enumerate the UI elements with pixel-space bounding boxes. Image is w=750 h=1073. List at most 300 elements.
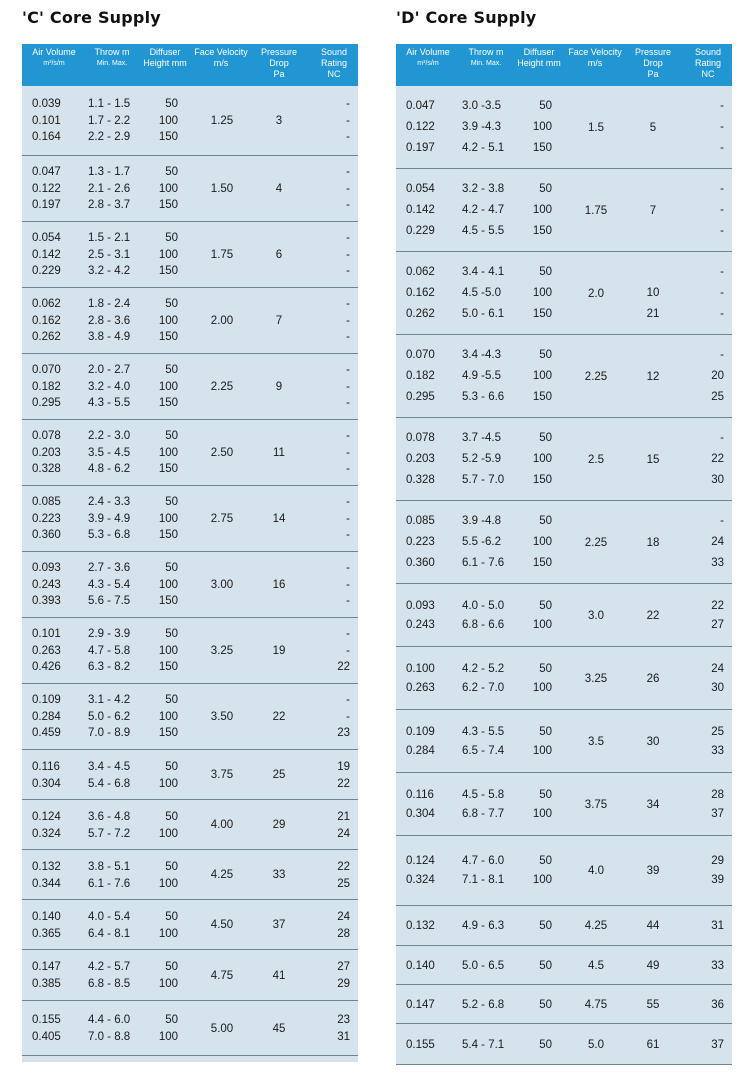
- sound-rating-cell-value: -: [720, 183, 724, 195]
- throw-cell-value: 4.3 - 5.5: [462, 726, 505, 738]
- table-row: [22, 552, 358, 618]
- pressure-drop-cell: 7: [649, 205, 657, 217]
- table-row: [396, 169, 732, 252]
- diffuser-height-cell: [140, 959, 178, 992]
- air-volume-cell-value: 0.162: [32, 314, 61, 327]
- sound-rating-cell-value: 22: [711, 600, 724, 612]
- sound-rating-cell: [686, 997, 724, 1013]
- air-volume-cell-value: 0.085: [406, 515, 435, 527]
- table-row: [396, 584, 732, 647]
- pressure-drop-cell: 18: [646, 537, 660, 549]
- diffuser-height-cell: [514, 96, 552, 159]
- air-volume-cell-value: 0.100: [406, 663, 435, 675]
- sound-rating-cell: [312, 428, 350, 478]
- throw-cell-value: 2.5 - 3.1: [88, 248, 131, 261]
- sound-rating-cell-value: 33: [711, 960, 724, 972]
- air-volume-cell-value: 0.263: [32, 644, 61, 657]
- air-volume-cell: [406, 597, 435, 635]
- diffuser-height-cell-value: 150: [158, 397, 178, 409]
- air-volume-cell: [406, 786, 435, 824]
- diffuser-height-cell-value: 100: [158, 1030, 178, 1043]
- air-volume-cell-value: 0.124: [406, 855, 435, 867]
- diffuser-height-cell-value: 150: [532, 142, 552, 154]
- throw-cell: [88, 759, 130, 792]
- sound-rating-cell-value: -: [720, 142, 724, 154]
- face-velocity-cell: 1.75: [210, 249, 234, 261]
- sound-rating-cell-value: 33: [711, 745, 724, 757]
- table-body: [396, 86, 732, 1065]
- sound-rating-cell-value: 29: [337, 977, 350, 990]
- sound-rating-cell: [312, 164, 350, 214]
- sound-rating-cell-value: 39: [711, 874, 724, 886]
- throw-cell: [462, 345, 504, 408]
- throw-cell-value: 4.3 - 5.5: [88, 397, 131, 409]
- diffuser-height-cell-value: 50: [165, 496, 178, 508]
- throw-cell: [88, 1012, 130, 1045]
- table-row: [396, 906, 732, 946]
- pressure-drop-cell: 49: [646, 960, 660, 972]
- pressure-drop-cell: 39: [646, 865, 660, 877]
- air-volume-cell-value: 0.070: [32, 364, 61, 376]
- throw-cell: [88, 494, 130, 544]
- diffuser-height-cell-value: 150: [158, 661, 178, 673]
- air-volume-cell-value: 0.243: [32, 578, 61, 591]
- air-volume-cell: [406, 345, 435, 408]
- air-volume-cell: [406, 428, 435, 491]
- throw-cell-value: 2.8 - 3.7: [88, 199, 131, 211]
- diffuser-height-cell: [140, 1012, 178, 1045]
- throw-cell-value: 3.9 - 4.9: [88, 512, 131, 525]
- diffuser-height-cell: [514, 852, 552, 890]
- diffuser-height-cell-value: 150: [158, 529, 178, 541]
- throw-cell-value: 3.4 -4.3: [462, 349, 501, 361]
- diffuser-height-cell-value: 150: [532, 391, 552, 403]
- throw-cell-value: 1.5 - 2.1: [88, 232, 131, 244]
- sound-rating-cell: [686, 511, 724, 574]
- sound-rating-cell-value: -: [346, 98, 350, 110]
- sound-rating-cell-value: -: [346, 314, 350, 327]
- diffuser-height-cell-value: 150: [158, 727, 178, 739]
- throw-cell-value: 5.4 - 7.1: [462, 1039, 505, 1051]
- sound-rating-cell: [312, 1012, 350, 1045]
- diffuser-height-cell-value: 50: [165, 628, 178, 640]
- throw-cell-value: 7.0 - 8.9: [88, 727, 131, 739]
- air-volume-cell: [406, 997, 435, 1013]
- sound-rating-header: Sound Rating NC: [320, 47, 348, 79]
- pressure-drop-cell: 55: [646, 999, 660, 1011]
- table-row: [22, 1001, 358, 1056]
- diffuser-height-cell: [140, 809, 178, 842]
- throw-cell: [88, 296, 130, 346]
- face-velocity-cell: 2.25: [210, 381, 234, 393]
- diffuser-height-cell-value: 100: [158, 877, 178, 890]
- air-volume-cell-value: 0.459: [32, 727, 61, 739]
- diffuser-height-cell-value: 50: [539, 432, 552, 444]
- pressure-drop-cell: 14: [272, 513, 286, 525]
- air-volume-cell-value: 0.295: [406, 391, 435, 403]
- throw-cell: [462, 997, 504, 1013]
- air-volume-cell-value: 0.304: [406, 808, 435, 820]
- diffuser-height-cell: [514, 786, 552, 824]
- diffuser-height-cell-value: 100: [158, 644, 178, 657]
- pressure-drop-cell: 5: [649, 122, 657, 134]
- throw-cell-value: 2.9 - 3.9: [88, 628, 131, 640]
- throw-cell-value: 1.8 - 2.4: [88, 298, 131, 310]
- sound-rating-cell: [312, 959, 350, 992]
- diffuser-height-cell-value: 150: [532, 225, 552, 237]
- sound-rating-cell-value: -: [346, 131, 350, 143]
- face-velocity-cell: 2.75: [210, 513, 234, 525]
- table-row: [22, 222, 358, 288]
- air-volume-cell-value: 0.385: [32, 977, 61, 990]
- sound-rating-cell-value: -: [720, 121, 724, 133]
- diffuser-height-cell: [140, 859, 178, 892]
- face-velocity-cell: 4.00: [210, 819, 234, 831]
- throw-cell-value: 3.9 -4.3: [462, 121, 501, 133]
- diffuser-height-cell-value: 100: [158, 314, 178, 327]
- throw-header: Throw m Min. Max.: [468, 47, 504, 67]
- face-velocity-cell: 3.75: [210, 769, 234, 781]
- face-velocity-cell: 2.25: [584, 371, 608, 383]
- air-volume-cell-value: 0.360: [406, 557, 435, 569]
- throw-cell-value: 4.5 - 5.5: [462, 225, 505, 237]
- air-volume-cell: [406, 660, 435, 698]
- sound-rating-cell-value: -: [720, 515, 724, 527]
- sound-rating-cell: [312, 626, 350, 676]
- air-volume-cell-value: 0.047: [406, 100, 435, 112]
- air-volume-cell-value: 0.140: [32, 911, 61, 923]
- table-header: [396, 44, 732, 86]
- sound-rating-cell-value: 29: [711, 855, 724, 867]
- pressure-drop-cell: 7: [275, 315, 283, 327]
- air-volume-cell-value: 0.203: [32, 446, 61, 459]
- face-velocity-cell: 1.50: [210, 183, 234, 195]
- sound-rating-cell: [686, 345, 724, 408]
- sound-rating-cell-value: 36: [711, 999, 724, 1011]
- sound-rating-cell: [312, 362, 350, 412]
- throw-cell-value: 3.2 - 4.2: [88, 265, 131, 277]
- sound-rating-cell-value: 23: [337, 1014, 350, 1026]
- air-volume-cell-value: 0.078: [32, 430, 61, 442]
- pressure-drop-cell-value: 10: [646, 287, 660, 299]
- throw-cell-value: 4.7 - 6.0: [462, 855, 505, 867]
- sound-rating-cell-value: -: [346, 182, 350, 195]
- diffuser-height-cell-value: 100: [158, 927, 178, 940]
- air-volume-cell: [406, 511, 435, 574]
- sound-rating-cell-value: -: [346, 430, 350, 442]
- diffuser-height-cell-value: 150: [158, 463, 178, 475]
- diffuser-height-cell-value: 100: [532, 204, 552, 216]
- face-velocity-cell: 5.00: [210, 1023, 234, 1035]
- table-row: [22, 288, 358, 354]
- pressure-drop-cell: 22: [646, 610, 660, 622]
- diffuser-height-cell-value: 50: [539, 349, 552, 361]
- diffuser-height-cell-value: 150: [532, 474, 552, 486]
- throw-cell-value: 3.6 - 4.8: [88, 811, 131, 823]
- diffuser-height-cell-value: 50: [539, 999, 552, 1011]
- table-row: [396, 335, 732, 418]
- table-row: [396, 773, 732, 836]
- diffuser-height-cell: [514, 723, 552, 761]
- throw-cell-value: 2.8 - 3.6: [88, 314, 131, 327]
- sound-rating-cell-value: -: [346, 265, 350, 277]
- sound-rating-cell-value: 23: [337, 727, 350, 739]
- throw-cell-value: 5.0 - 6.2: [88, 710, 131, 723]
- diffuser-height-cell-value: 100: [532, 370, 552, 382]
- throw-cell: [88, 959, 130, 992]
- air-volume-cell-value: 0.324: [406, 874, 435, 886]
- diffuser-header: Diffuser Height mm: [517, 47, 561, 68]
- diffuser-height-cell: [140, 560, 178, 610]
- throw-cell-value: 1.3 - 1.7: [88, 166, 131, 178]
- face-velocity-header: Face Velocity m/s: [194, 47, 248, 68]
- diffuser-height-cell-value: 50: [539, 600, 552, 612]
- face-velocity-cell: 1.5: [588, 122, 604, 134]
- diffuser-height-cell-value: 50: [539, 960, 552, 972]
- sound-rating-cell: [312, 759, 350, 792]
- pressure-drop-header: Pressure Drop Pa: [260, 47, 297, 79]
- diffuser-height-cell: [140, 96, 178, 146]
- sound-rating-cell-value: 25: [711, 391, 724, 403]
- air-volume-cell-value: 0.284: [406, 745, 435, 757]
- face-velocity-cell: 2.50: [210, 447, 234, 459]
- pressure-drop-cell: 19: [272, 645, 286, 657]
- throw-cell-value: 4.8 - 6.2: [88, 463, 131, 475]
- air-volume-cell-value: 0.229: [406, 225, 435, 237]
- sound-rating-cell: [312, 692, 350, 742]
- throw-cell-value: 3.4 - 4.1: [462, 266, 505, 278]
- air-volume-cell-value: 0.101: [32, 114, 61, 127]
- diffuser-height-cell: [140, 230, 178, 280]
- air-volume-cell: [32, 959, 61, 992]
- throw-cell-value: 5.4 - 6.8: [88, 777, 131, 790]
- pressure-drop-cell: 15: [646, 454, 660, 466]
- sound-rating-cell-value: -: [346, 397, 350, 409]
- air-volume-cell-value: 0.085: [32, 496, 61, 508]
- throw-cell-value: 7.0 - 8.8: [88, 1030, 131, 1043]
- diffuser-height-cell-value: 150: [532, 308, 552, 320]
- diffuser-height-cell-value: 50: [165, 1014, 178, 1026]
- diffuser-height-cell-value: 100: [158, 248, 178, 261]
- sound-rating-cell-value: 22: [337, 861, 350, 873]
- air-volume-cell: [406, 918, 435, 934]
- air-volume-cell: [32, 859, 61, 892]
- sound-rating-cell-value: -: [346, 628, 350, 640]
- throw-cell: [88, 909, 130, 942]
- throw-cell-value: 2.2 - 3.0: [88, 430, 131, 442]
- sound-rating-cell-value: 37: [711, 808, 724, 820]
- pressure-drop-cell: 26: [646, 673, 660, 685]
- diffuser-height-cell-value: 50: [539, 789, 552, 801]
- diffuser-height-cell-value: 100: [532, 453, 552, 465]
- diffuser-height-cell-value: 100: [158, 114, 178, 127]
- air-volume-cell: [32, 1012, 61, 1045]
- sound-rating-cell-value: -: [720, 225, 724, 237]
- throw-cell: [462, 786, 504, 824]
- air-volume-cell: [32, 494, 61, 544]
- throw-cell: [88, 428, 130, 478]
- diffuser-height-cell: [514, 345, 552, 408]
- air-volume-cell-value: 0.132: [32, 861, 61, 873]
- diffuser-height-cell: [140, 692, 178, 742]
- throw-cell-value: 5.0 - 6.1: [462, 308, 505, 320]
- table-row: [22, 420, 358, 486]
- throw-cell-value: 2.7 - 3.6: [88, 562, 131, 574]
- throw-cell: [462, 723, 504, 761]
- sound-rating-cell-value: 21: [337, 811, 350, 823]
- air-volume-cell: [32, 560, 61, 610]
- air-volume-cell-value: 0.142: [32, 248, 61, 261]
- sound-rating-cell-value: -: [346, 463, 350, 475]
- air-volume-cell-value: 0.344: [32, 877, 61, 890]
- table-row: [396, 946, 732, 985]
- diffuser-height-cell-value: 50: [539, 920, 552, 932]
- diffuser-height-cell: [514, 428, 552, 491]
- air-volume-cell-value: 0.147: [406, 999, 435, 1011]
- throw-cell-value: 4.4 - 6.0: [88, 1014, 131, 1026]
- throw-cell-value: 3.8 - 4.9: [88, 331, 131, 343]
- air-volume-cell-value: 0.116: [406, 789, 434, 801]
- pressure-drop-cell: 11: [273, 447, 285, 459]
- sound-rating-cell-value: 33: [711, 557, 724, 569]
- throw-cell: [88, 859, 130, 892]
- throw-cell-value: 6.8 - 8.5: [88, 977, 131, 990]
- diffuser-height-cell-value: 50: [539, 1039, 552, 1051]
- table-row: [22, 750, 358, 800]
- air-volume-cell-value: 0.229: [32, 265, 61, 277]
- air-volume-cell-value: 0.132: [406, 920, 435, 932]
- table-row: [22, 618, 358, 684]
- throw-cell: [462, 958, 504, 974]
- throw-cell: [462, 918, 504, 934]
- throw-cell: [462, 511, 504, 574]
- air-volume-cell-value: 0.147: [32, 961, 61, 973]
- sound-rating-cell: [686, 1037, 724, 1053]
- air-volume-cell: [32, 759, 61, 792]
- sound-rating-cell-value: 27: [711, 619, 724, 631]
- throw-cell-value: 3.0 -3.5: [462, 100, 501, 112]
- pressure-drop-cell: 37: [272, 919, 286, 931]
- air-volume-cell-value: 0.182: [406, 370, 435, 382]
- face-velocity-cell: 4.75: [584, 999, 608, 1011]
- air-volume-cell-value: 0.122: [406, 121, 435, 133]
- pressure-drop-cell-value: [628, 262, 678, 283]
- throw-cell: [462, 262, 504, 325]
- sound-rating-cell-value: 24: [711, 536, 724, 548]
- throw-cell-value: 3.1 - 4.2: [88, 694, 131, 706]
- air-volume-cell-value: 0.197: [406, 142, 435, 154]
- sound-rating-cell: [312, 494, 350, 544]
- sound-rating-cell-value: -: [346, 496, 350, 508]
- air-volume-cell-value: 0.405: [32, 1030, 61, 1043]
- throw-cell-value: 4.0 - 5.0: [462, 600, 505, 612]
- diffuser-height-cell-value: 100: [532, 808, 552, 820]
- diffuser-height-cell-value: 100: [158, 777, 178, 790]
- sound-rating-cell-value: -: [720, 266, 724, 278]
- diffuser-height-cell: [140, 759, 178, 792]
- table-row: [396, 501, 732, 584]
- sound-rating-cell-value: -: [346, 595, 350, 607]
- diffuser-height-cell-value: 50: [165, 430, 178, 442]
- table-row: [396, 418, 732, 501]
- sound-rating-cell: [312, 296, 350, 346]
- diffuser-height-cell-value: 150: [158, 595, 178, 607]
- air-volume-cell-value: 0.124: [32, 811, 61, 823]
- throw-cell-value: 6.5 - 7.4: [462, 745, 505, 757]
- sound-rating-cell-value: 28: [337, 927, 350, 940]
- pressure-drop-cell: [628, 262, 678, 325]
- sound-rating-cell: [686, 179, 724, 242]
- sound-rating-cell-value: 31: [711, 920, 724, 932]
- air-volume-cell: [32, 626, 61, 676]
- table-row: [22, 850, 358, 900]
- throw-cell: [88, 96, 130, 146]
- sound-rating-cell-value: -: [720, 432, 724, 444]
- throw-cell: [88, 692, 130, 742]
- sound-rating-cell: [686, 262, 724, 325]
- sound-rating-header: Sound Rating NC: [694, 47, 722, 79]
- throw-cell-value: 6.8 - 6.6: [462, 619, 505, 631]
- table-body: [22, 86, 358, 1056]
- throw-cell-value: 5.3 - 6.8: [88, 529, 131, 541]
- air-volume-cell: [32, 428, 61, 478]
- air-volume-cell-value: 0.328: [406, 474, 435, 486]
- diffuser-height-cell-value: 100: [532, 536, 552, 548]
- sound-rating-cell-value: -: [720, 100, 724, 112]
- throw-cell-value: 4.2 - 5.7: [88, 961, 131, 973]
- pressure-drop-cell: 4: [275, 183, 283, 195]
- face-velocity-cell: 4.50: [210, 919, 234, 931]
- diffuser-height-cell: [514, 262, 552, 325]
- throw-cell: [88, 362, 130, 412]
- table-row: [396, 647, 732, 710]
- sound-rating-cell: [312, 560, 350, 610]
- pressure-drop-cell: 61: [646, 1039, 660, 1051]
- sound-rating-cell-value: -: [346, 562, 350, 574]
- sound-rating-cell-value: -: [346, 248, 350, 261]
- air-volume-cell-value: 0.122: [32, 182, 61, 195]
- throw-cell-value: 4.0 - 5.4: [88, 911, 131, 923]
- sound-rating-cell-value: -: [346, 232, 350, 244]
- air-volume-cell-value: 0.324: [32, 827, 61, 840]
- diffuser-height-cell-value: 100: [158, 977, 178, 990]
- table-row: [396, 836, 732, 906]
- diffuser-height-cell: [140, 626, 178, 676]
- diffuser-height-cell-value: 50: [539, 183, 552, 195]
- pressure-drop-cell-value: 21: [646, 308, 660, 320]
- air-volume-cell-value: 0.393: [32, 595, 61, 607]
- air-volume-cell-value: 0.140: [406, 960, 435, 972]
- sound-rating-cell: [312, 859, 350, 892]
- diffuser-height-cell-value: 100: [532, 287, 552, 299]
- face-velocity-cell: 2.0: [588, 288, 604, 300]
- throw-cell-value: 3.4 - 4.5: [88, 761, 131, 773]
- air-volume-cell: [406, 723, 435, 761]
- sound-rating-cell-value: -: [346, 710, 350, 723]
- diffuser-height-cell-value: 100: [158, 827, 178, 840]
- air-volume-cell-value: 0.162: [406, 287, 435, 299]
- table-row: [22, 800, 358, 850]
- diffuser-height-cell-value: 150: [158, 131, 178, 143]
- throw-cell-value: 4.2 - 5.1: [462, 142, 505, 154]
- throw-header: Throw m Min. Max.: [94, 47, 130, 67]
- sound-rating-cell-value: -: [346, 298, 350, 310]
- throw-cell-value: 3.8 - 5.1: [88, 861, 131, 873]
- face-velocity-cell: 3.50: [210, 711, 234, 723]
- throw-cell-value: 4.9 -5.5: [462, 370, 501, 382]
- pressure-drop-cell: 29: [272, 819, 286, 831]
- air-volume-cell-value: 0.109: [406, 726, 435, 738]
